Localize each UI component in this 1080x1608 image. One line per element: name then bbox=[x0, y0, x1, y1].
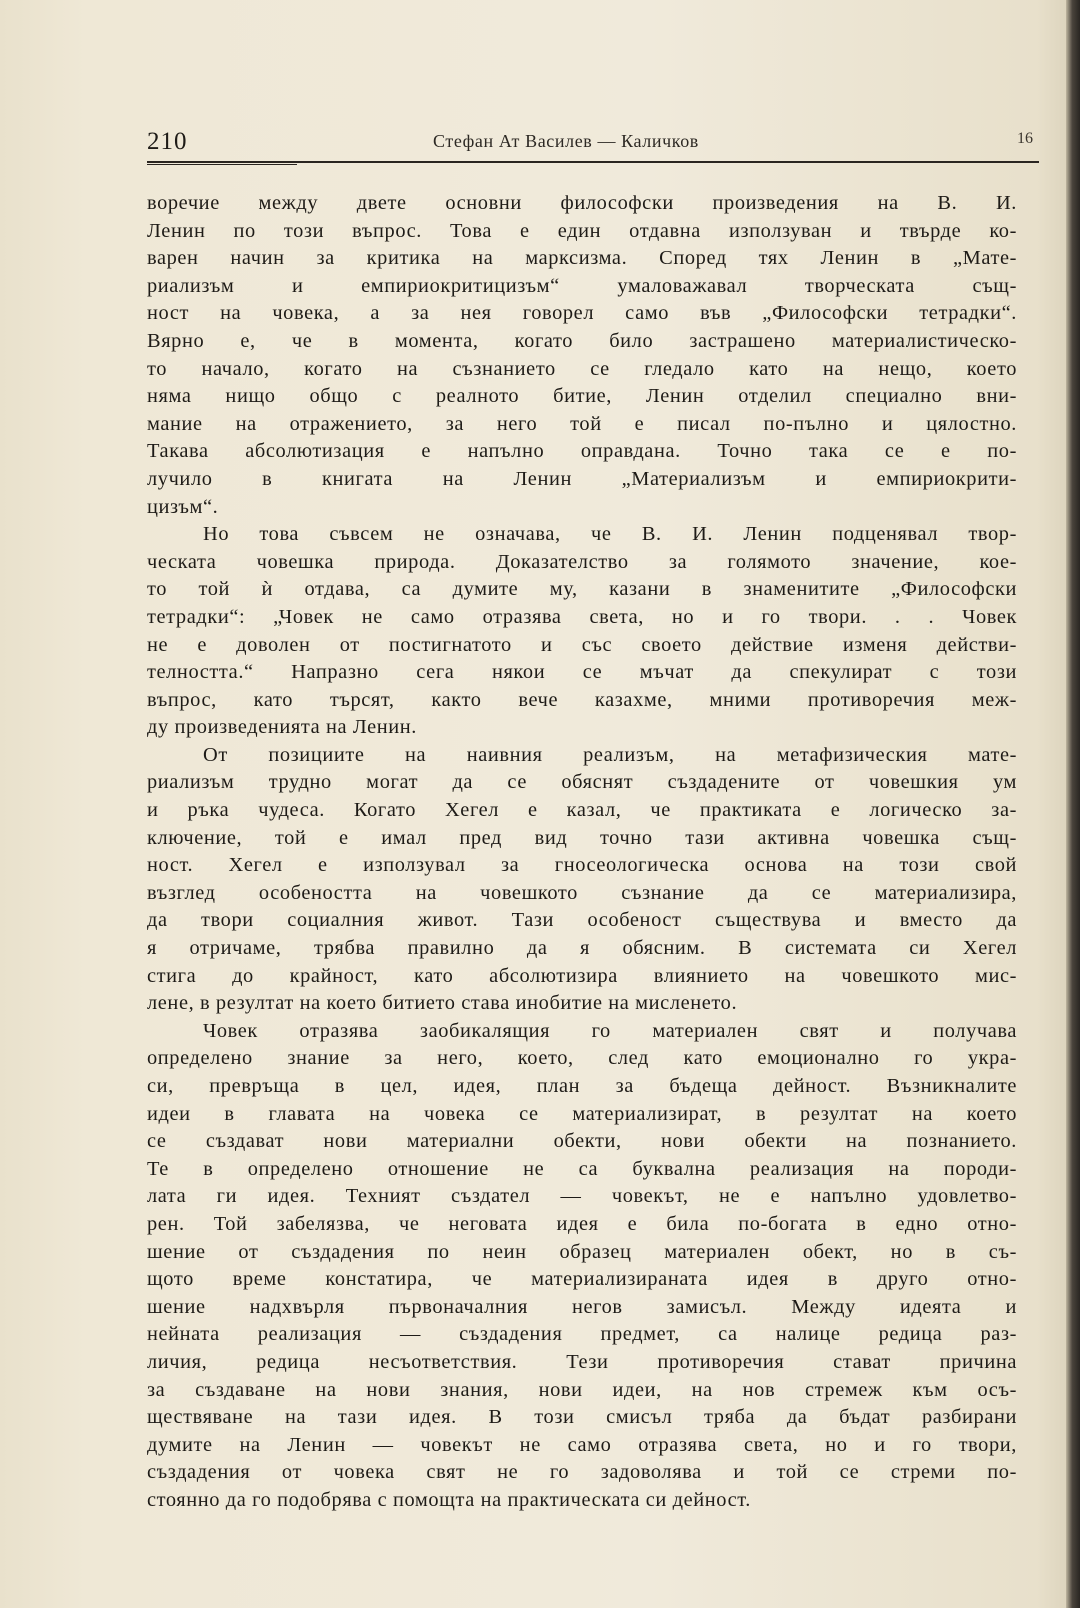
text-line: възглед особеността на човешкото съзнание да се материализира, bbox=[147, 881, 1017, 904]
text-line: ду произведенията на Ленин. bbox=[147, 716, 417, 739]
text-line: за създаване на нови знания, нови идеи, на нов стремеж към осъ- bbox=[147, 1378, 1017, 1401]
text-line: и ръка чудеса. Когато Хегел е казал, че практиката е логическо за- bbox=[147, 799, 1017, 822]
header-rule-accent bbox=[147, 164, 297, 165]
text-line: телността.“ Напразно сега някои се мъчат да спекулират с този bbox=[147, 661, 1017, 684]
text-line: си, превръща в цел, идея, план за бъдеща дейност. Възникналите bbox=[147, 1075, 1017, 1097]
page-number: 210 bbox=[147, 128, 188, 155]
text-line: воречие между двете основни философски произведения на В. И. bbox=[147, 192, 1017, 214]
text-line: ключение, той е имал пред вид точно тази активна човешка същ- bbox=[147, 826, 1017, 849]
text-line: определено знание за него, което, след като емоционално го укра- bbox=[147, 1047, 1017, 1070]
text-line: ществяване на тази идея. В този смисъл тряба да бъдат разбирани bbox=[147, 1406, 1017, 1429]
page-binding-edge bbox=[1066, 0, 1080, 1608]
text-line: цизъм“. bbox=[147, 495, 219, 518]
signature-mark: 16 bbox=[1017, 130, 1033, 147]
text-line: да твори социалния живот. Тази особеност съществува и вместо да bbox=[147, 909, 1017, 932]
text-line: нейната реализация — създадения предмет, са налице редица раз- bbox=[147, 1323, 1017, 1346]
text-line: я отричаме, трябва правилно да я обясним. В системата си Хегел bbox=[147, 937, 1017, 960]
body-text bbox=[147, 190, 1017, 1515]
text-line: шение надхвърля първоначалния негов замисъл. Между идеята и bbox=[147, 1295, 1017, 1318]
text-line: Човек отразява заобикалящия го материален свят и получава bbox=[203, 1019, 1017, 1042]
text-line: рен. Той забелязва, че неговата идея е била по-богата в едно отно- bbox=[147, 1212, 1017, 1235]
text-line: стоянно да го подобрява с помощта на практическата си дейност. bbox=[147, 1488, 751, 1511]
text-line: Ленин по този въпрос. Това е един отдавна използуван и твърде ко- bbox=[147, 219, 1017, 242]
text-line: варен начин за критика на марксизма. Според тях Ленин в „Мате- bbox=[147, 247, 1017, 270]
header-rule bbox=[147, 161, 1039, 163]
text-line: Те в определено отношение не са буквална реализация на породи- bbox=[147, 1157, 1017, 1180]
text-line: то начало, когато на съзнанието се гледало като на нещо, което bbox=[147, 357, 1017, 380]
text-line: стига до крайност, като абсолютизира влиянието на човешкото мис- bbox=[147, 964, 1017, 987]
text-line: създадения от човека свят не го задоволява и той се стреми по- bbox=[147, 1461, 1017, 1484]
text-line: риализъм и емпириокритицизъм“ умаловажавал творческата същ- bbox=[147, 274, 1017, 297]
text-line: тетрадки“: „Човек не само отразява света, но и го твори. . . Човек bbox=[147, 605, 1017, 628]
text-line: личия, редица несъответствия. Тези противоречия стават причина bbox=[147, 1350, 1017, 1373]
text-line: Вярно е, че в момента, когато било застрашено материалистическо- bbox=[147, 329, 1017, 352]
text-line: ческата човешка природа. Доказателство за голямото значение, кое- bbox=[147, 550, 1017, 573]
text-line: риализъм трудно могат да се обяснят създадените от човешкия ум bbox=[147, 771, 1017, 794]
text-line: думите на Ленин — човекът не само отразява света, но и го твори, bbox=[147, 1433, 1017, 1456]
text-line: се създават нови материални обекти, нови обекти на познанието. bbox=[147, 1130, 1017, 1153]
text-line: няма нищо общо с реалното битие, Ленин отделил специално вни- bbox=[147, 385, 1017, 408]
text-line: лучило в книгата на Ленин „Материализъм и емпириокрити- bbox=[147, 467, 1017, 490]
text-line: От позициите на наивния реализъм, на метафизическия мате- bbox=[203, 743, 1017, 766]
text-line: идеи в главата на човека се материализират, в резултат на което bbox=[147, 1102, 1017, 1125]
text-line: Но това съвсем не означава, че В. И. Ленин подценявал твор- bbox=[203, 523, 1017, 546]
text-line: не е доволен от постигнатото и със своето действие изменя действи- bbox=[147, 633, 1017, 656]
text-line: лене, в резултат на което битието става инобитие на мисленето. bbox=[147, 992, 738, 1015]
text-line: лата ги идея. Техният създател — човекът, не е напълно удовлетво- bbox=[147, 1185, 1017, 1208]
text-line: то той ѝ отдава, са думите му, казани в знаменитите „Философски bbox=[147, 578, 1017, 601]
text-line: Такава абсолютизация е напълно оправдана. Точно така се е по- bbox=[147, 440, 1017, 463]
text-line: ност. Хегел е използувал за гносеологическа основа на този свой bbox=[147, 854, 1017, 877]
text-line: ност на човека, а за нея говорел само във „Философски тетрадки“. bbox=[147, 302, 1017, 325]
text-line: въпрос, като търсят, както вече казахме, мними противоречия меж- bbox=[147, 688, 1017, 711]
page-header bbox=[147, 128, 1039, 168]
text-line: шение от създадения по неин образец материален обект, но в съ- bbox=[147, 1240, 1017, 1263]
text-line: мание на отражението, за него той е писал по-пълно и цялостно. bbox=[147, 412, 1017, 435]
running-head: Стефан Ат Василев — Каличков bbox=[433, 131, 699, 151]
text-line: щото време констатира, че материализираната идея в друго отно- bbox=[147, 1268, 1017, 1291]
